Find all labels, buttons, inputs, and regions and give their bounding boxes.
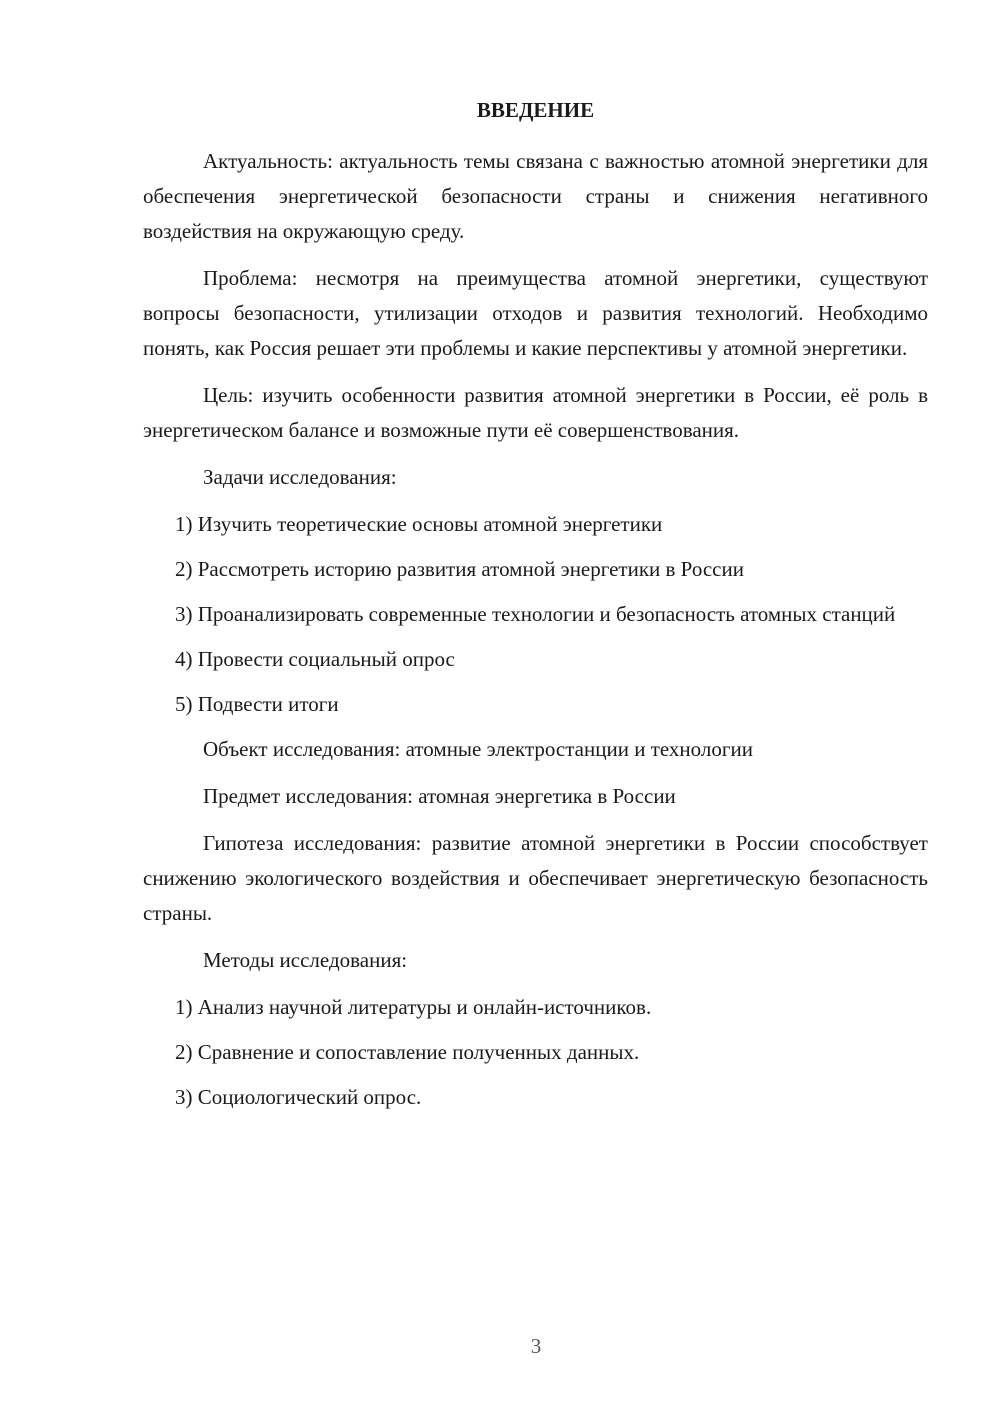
page-title: ВВЕДЕНИЕ <box>476 98 595 122</box>
methods-heading: Методы исследования: <box>203 948 408 972</box>
tasks-heading: Задачи исследования: <box>203 465 397 489</box>
task-item: 4) Провести социальный опрос <box>175 647 455 671</box>
task-item: 1) Изучить теоретические основы атомной энергетики <box>175 512 663 536</box>
method-item: 1) Анализ научной литературы и онлайн-источников. <box>175 995 652 1019</box>
relevance-paragraph: Актуальность: актуальность темы связана с важностью атомной энергетики для обеспечения энергетической безопасности страны и снижения негативного воздействия на окружающую среду. <box>143 149 928 243</box>
task-item: 3) Проанализировать современные технологии и безопасность атомных станций <box>175 602 896 626</box>
problem-paragraph: Проблема: несмотря на преимущества атомной энергетики, существуют вопросы безопасности, утилизации отходов и развития технологий. Необходимо понять, как Россия решает эти проблемы и какие перспективы у атомной энергетики. <box>143 266 928 360</box>
method-item: 2) Сравнение и сопоставление полученных данных. <box>175 1040 640 1064</box>
page-number: 3 <box>530 1334 542 1358</box>
subject-paragraph: Предмет исследования: атомная энергетика в России <box>203 784 676 808</box>
goal-paragraph: Цель: изучить особенности развития атомной энергетики в России, её роль в энергетическом балансе и возможные пути её совершенствования. <box>143 383 928 442</box>
method-item: 3) Социологический опрос. <box>175 1085 422 1109</box>
object-paragraph: Объект исследования: атомные электростанции и технологии <box>203 737 753 761</box>
hypothesis-paragraph: Гипотеза исследования: развитие атомной энергетики в России способствует снижению экологического воздействия и обеспечивает энергетическую безопасность страны. <box>143 831 928 925</box>
document-page <box>143 95 928 1125</box>
task-item: 2) Рассмотреть историю развития атомной энергетики в России <box>175 557 744 581</box>
task-item: 5) Подвести итоги <box>175 692 339 716</box>
